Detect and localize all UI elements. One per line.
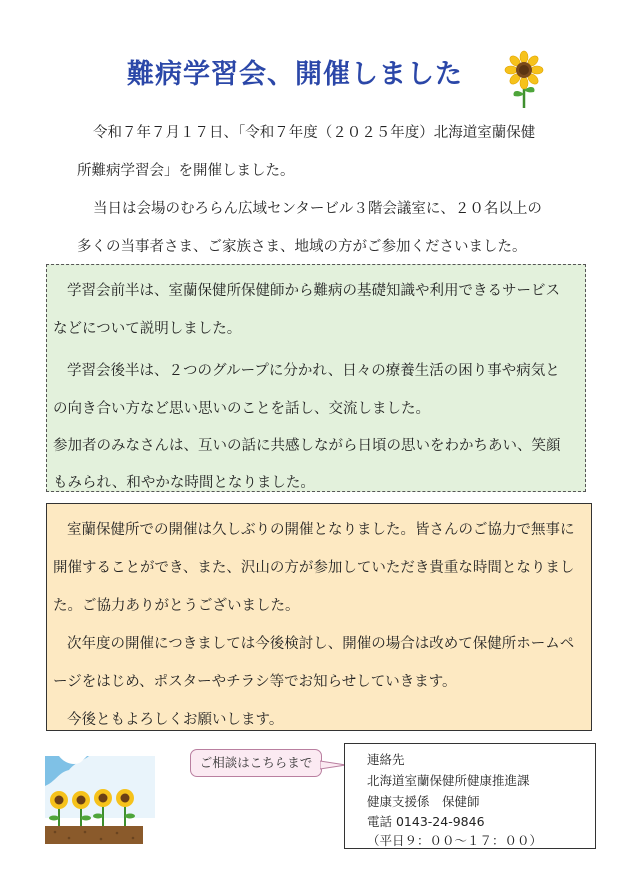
intro-line: 当日は会場のむろらん広域センタービル３階会議室に、２０名以上の — [93, 201, 542, 217]
summary-line: もみられ、和やかな時間となりました。 — [53, 475, 315, 491]
contact-heading: 連絡先 — [367, 752, 405, 767]
speech-bubble-tail — [320, 760, 346, 770]
notice-line: 室蘭保健所での開催は久しぶりの開催となりました。皆さんのご協力で無事に — [67, 522, 575, 538]
summary-line: などについて説明しました。 — [53, 321, 242, 337]
summary-line: の向き合い方など思い思いのことを話し、交流しました。 — [53, 401, 430, 417]
contact-section: 健康支援係 保健師 — [367, 794, 480, 809]
notice-line: 次年度の開催につきましては今後検討し、開催の場合は改めて保健所ホームペ — [67, 636, 575, 652]
notice-line: 今後ともよろしくお願いします。 — [67, 712, 284, 728]
contact-department: 北海道室蘭保健所健康推進課 — [367, 773, 530, 788]
page-title: 難病学習会、開催しました — [127, 59, 463, 90]
summary-line: 学習会前半は、室蘭保健所保健師から難病の基礎知識や利用できるサービス — [67, 283, 560, 299]
notice-line: ージをはじめ、ポスターやチラシ等でお知らせしていきます。 — [53, 674, 457, 690]
contact-box — [344, 743, 596, 849]
notice-line: た。ご協力ありがとうございました。 — [53, 598, 300, 614]
summary-line: 参加者のみなさんは、互いの話に共感しながら日頃の思いをわかちあい、笑顔 — [53, 438, 561, 454]
notice-box — [46, 503, 592, 731]
contact-hours: （平日９：００～１７：００） — [367, 833, 543, 848]
sunflower-icon — [504, 50, 544, 108]
summary-line: 学習会後半は、２つのグループに分かれ、日々の療養生活の困り事や病気と — [67, 363, 560, 379]
session-summary-box — [46, 264, 586, 492]
sunflower-field-illustration — [45, 756, 155, 844]
consult-label: ご相談はこちらまで — [190, 749, 322, 777]
intro-line: 多くの当事者さま、ご家族さま、地域の方がご参加くださいました。 — [77, 239, 527, 255]
notice-line: 開催することができ、また、沢山の方が参加していただき貴重な時間となりまし — [53, 560, 575, 576]
intro-line: 所難病学習会」を開催しました。 — [77, 163, 295, 179]
contact-phone: 電話 0143-24-9846 — [367, 814, 485, 829]
intro-line: 令和７年７月１７日、「令和７年度（２０２５年度）北海道室蘭保健 — [93, 125, 536, 141]
